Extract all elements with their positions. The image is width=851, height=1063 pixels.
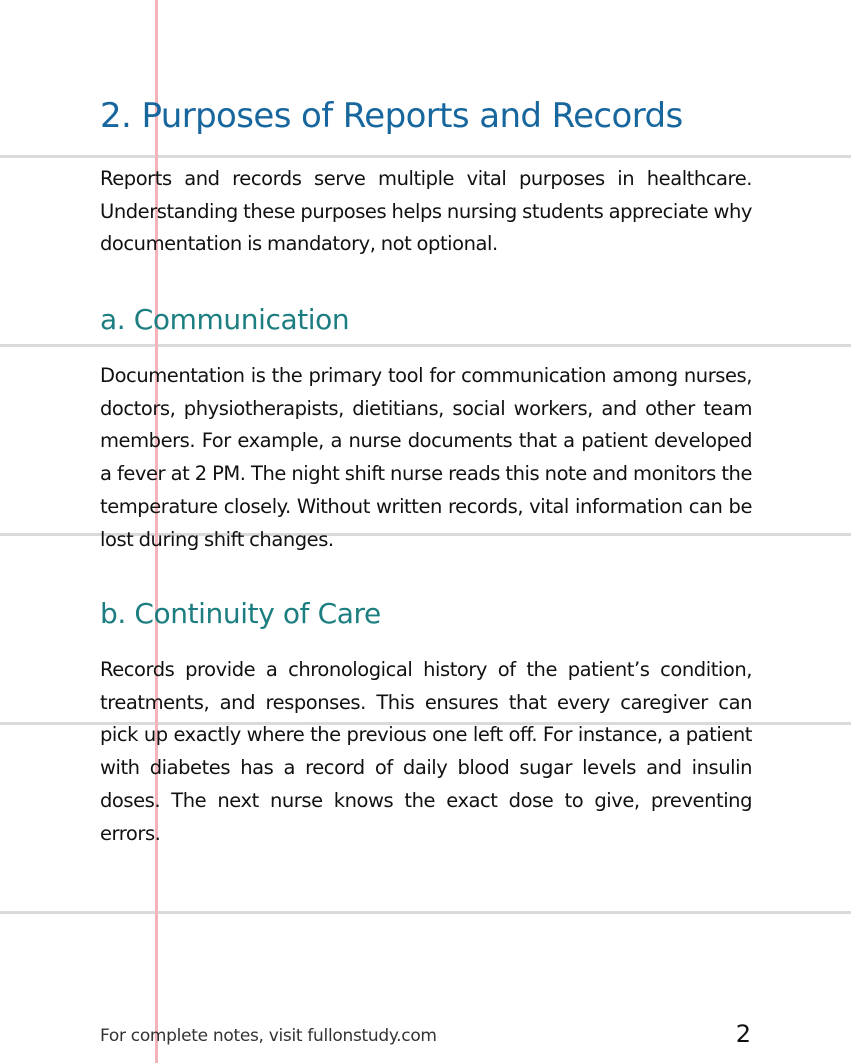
page-title: 2. Purposes of Reports and Records [100, 96, 683, 136]
section-body-communication: Documentation is the primary tool for communication among nurses, doctors, physiotherapists, dietitians, social workers, and other team members. For example, a nurse documents that a patient developed a fever at 2 PM. The night shift nurse reads this note and monitors the temperature closely. Without written records, vital information can be lost during shift changes. [100, 364, 752, 551]
section-heading-continuity-of-care: b. Continuity of Care [100, 597, 381, 630]
section-heading-communication: a. Communication [100, 303, 350, 336]
footer-note: For complete notes, visit fullonstudy.com [100, 1026, 437, 1046]
intro-paragraph: Reports and records serve multiple vital purposes in healthcare. Understanding these purposes helps nursing students appreciate why documentation is mandatory, not optional. [100, 167, 752, 256]
page-number: 2 [735, 1020, 751, 1048]
section-body-continuity-of-care: Records provide a chronological history of the patient’s condition, treatments, and responses. This ensures that every caregiver can pick up exactly where the previous one left off. For instance, a patient with diabetes has a record of daily blood sugar levels and insulin doses. The next nurse knows the exact dose to give, preventing errors. [100, 658, 752, 845]
